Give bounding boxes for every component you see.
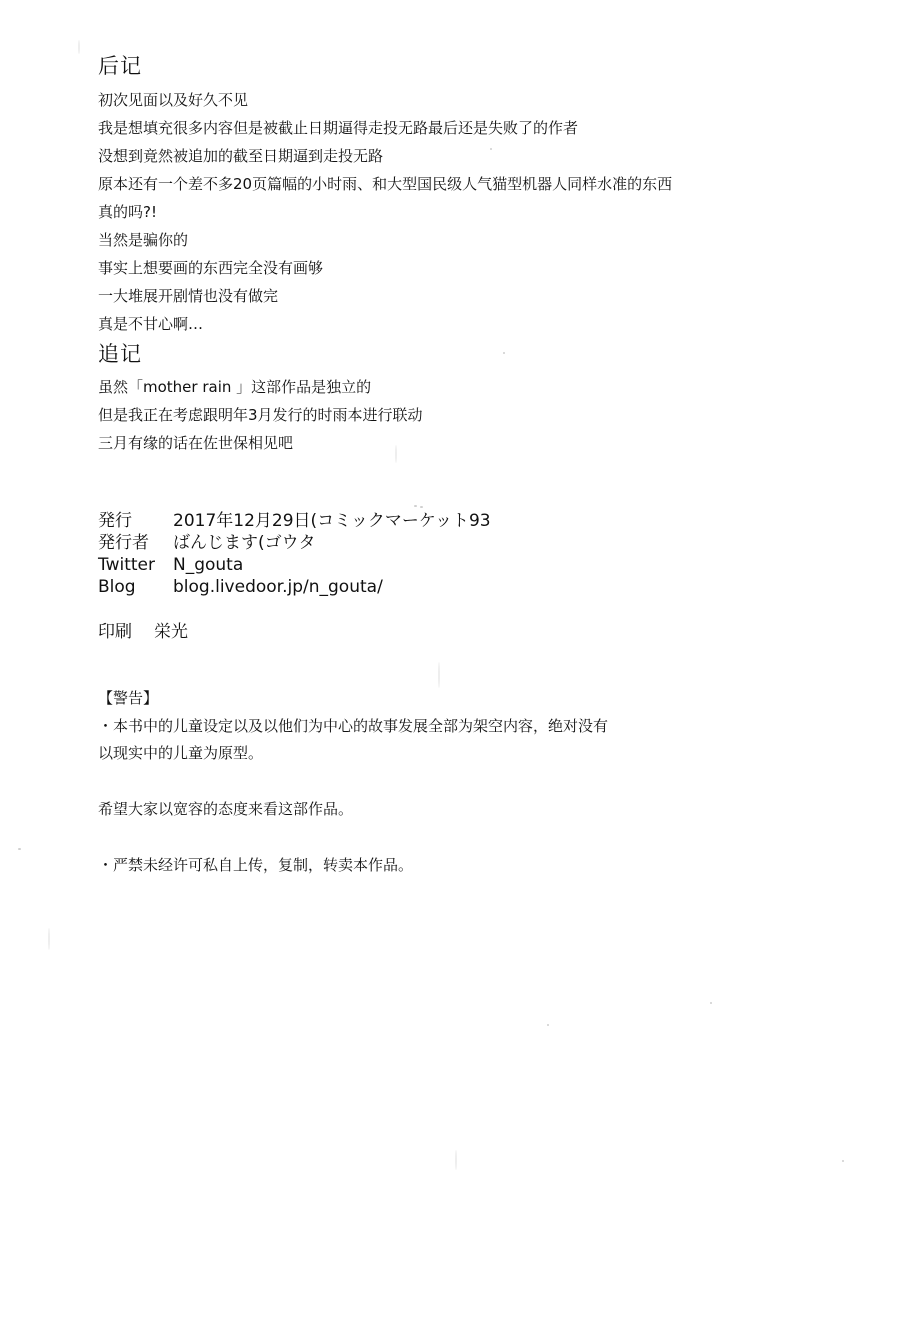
scan-speck [18, 848, 21, 850]
scan-speck [547, 1024, 549, 1026]
colophon-row-twitter [98, 554, 243, 576]
postscript-title: 追记 [98, 342, 142, 366]
scan-speck [414, 505, 417, 507]
afterword-line: 真的吗?! [98, 203, 157, 221]
afterword-line: 当然是骗你的 [98, 231, 189, 249]
colophon-row-printing [98, 621, 188, 643]
colophon-row-blog [98, 576, 383, 598]
scan-speck [395, 445, 397, 463]
scan-speck [842, 1160, 844, 1162]
printing-label: 印刷 [98, 622, 132, 642]
warning-line: ・本书中的儿童设定以及以他们为中心的故事发展全部为架空内容，绝对没有 [98, 717, 609, 735]
afterword-line: 原本还有一个差不多20页篇幅的小时雨、和大型国民级人气猫型机器人同样水准的东西 [98, 175, 673, 193]
scan-speck [710, 1002, 712, 1004]
scan-speck [503, 352, 505, 354]
warning-title: 【警告】 [98, 689, 159, 707]
scan-speck [455, 1150, 457, 1170]
warning-line: ・严禁未经许可私自上传，复制，转卖本作品。 [98, 856, 414, 874]
afterword-line: 事实上想要画的东西完全没有画够 [98, 259, 324, 277]
scan-speck [78, 40, 80, 54]
afterword-line: 初次见面以及好久不见 [98, 91, 249, 109]
afterword-line: 没想到竟然被追加的截至日期逼到走投无路 [98, 147, 384, 165]
scan-speck [438, 662, 440, 688]
afterword-line: 真是不甘心啊… [98, 315, 204, 333]
colophon-value: ばんじます(ゴウタ [173, 533, 316, 553]
colophon-row-publisher [98, 532, 315, 554]
colophon-value: blog.livedoor.jp/n_gouta/ [173, 577, 383, 597]
postscript-line: 三月有缘的话在佐世保相见吧 [98, 434, 294, 452]
colophon-row-publish [98, 510, 491, 532]
scan-speck [420, 506, 423, 508]
colophon-value: N_gouta [173, 555, 244, 575]
colophon-value: 2017年12月29日(コミックマーケット93 [173, 511, 491, 531]
colophon-label: 発行者 [98, 533, 149, 553]
printing-value: 栄光 [154, 622, 188, 642]
scan-speck [48, 928, 50, 950]
postscript-line: 虽然「mother rain 」这部作品是独立的 [98, 378, 372, 396]
afterword-line: 一大堆展开剧情也没有做完 [98, 287, 279, 305]
colophon-label: Twitter [98, 555, 155, 575]
warning-line: 以现实中的儿童为原型。 [98, 744, 264, 762]
colophon-label: Blog [98, 577, 136, 597]
postscript-line: 但是我正在考虑跟明年3月发行的时雨本进行联动 [98, 406, 423, 424]
afterword-line: 我是想填充很多内容但是被截止日期逼得走投无路最后还是失败了的作者 [98, 119, 579, 137]
scan-speck [490, 148, 492, 150]
colophon-label: 発行 [98, 511, 132, 531]
warning-line: 希望大家以宽容的态度来看这部作品。 [98, 800, 354, 818]
afterword-title: 后记 [98, 54, 142, 78]
